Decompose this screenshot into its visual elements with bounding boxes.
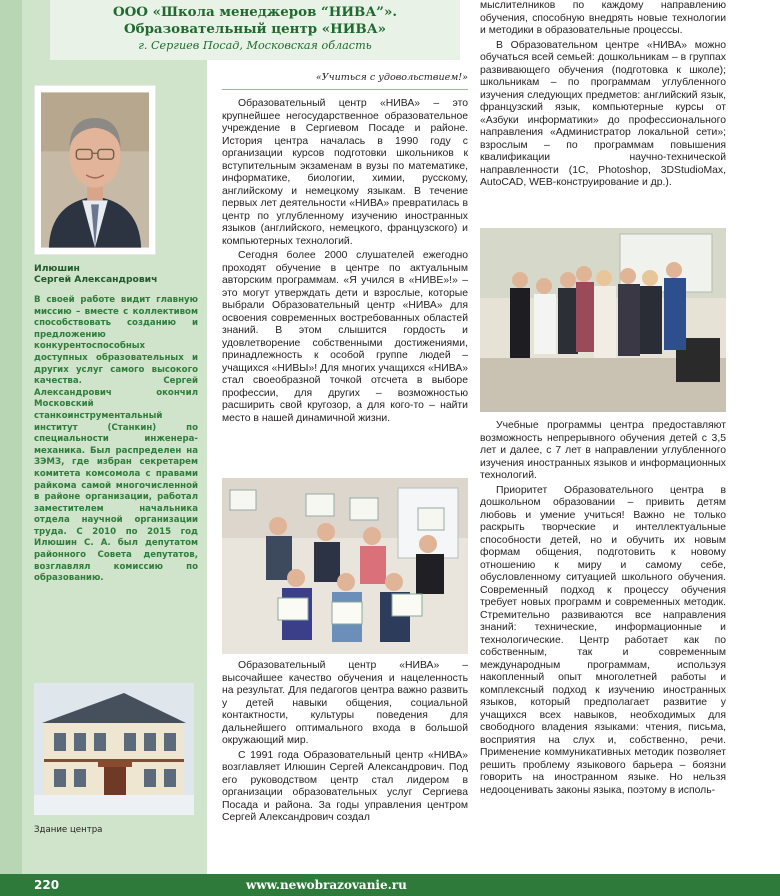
header-center: Образовательный центр «НИВА» [123, 21, 387, 37]
column-right-bottom [480, 420, 726, 799]
article-header [50, 0, 460, 60]
portrait-image [41, 92, 149, 248]
column-middle-bottom [222, 660, 468, 827]
column-right-top [480, 0, 726, 192]
footer-url[interactable]: www.newobrazovanie.ru [246, 878, 407, 892]
paragraph: В Образовательном центре «НИВА» можно обучаться всей семьей: дошкольникам – в группах развивающего обучения (подготовка к школе); школьникам – по программам углубленного изучения следующих предметов: английский язык, французский язык, компьютерные курсы от «Азбуки информатики» до профессионального направления «Администратор локальной сети»; взрослым – по программам повышения квалификации научно-технической направленности (1С, Photoshop, 3DStudioMax, AutoCAD, WEB-конструирование и др.). [480, 39, 726, 188]
paragraph: Приоритет Образовательного центра в дошкольном образовании – привить детям любовь и умение учиться! Важно не только раскрыть творческие и интеллектуальные способности детей, но и обучить их новым формам общения, подготовить к новому отношению к миру и самому себе, обусловленному ситуацией школьного обучения. Современный подход к процессу обучения требует новых программ и современных методик. Стремительно развиваются все направления знаний: технические, информационные и технологические. Центр работает как по собственным, так и современным международным программам, используя накопленный опыт многолетней работы и комплексный подход к изучению иностранных языков, который предполагает развитие у учащихся всех навыков, необходимых для свободного владения языками: чтения, письма, восприятия на слух и, собственно, речи. Применение коммуникативных методик позволяет решить проблему языкового барьера – боязни говорить на иностранном языке. Но нельзя недооценивать законы языка, поэтому в исполь- [480, 484, 726, 796]
paragraph: Образовательный центр «НИВА» – высочайшее качество обучения и нацеленность на результат. Для педагогов центра важно развить у детей навыки общения, социальной контактности, культуры поведения для дальнейшего оптимального входа в большой окружающий мир. [222, 660, 468, 746]
header-company: ООО «Школа менеджеров “НИВА”». [112, 4, 398, 20]
paragraph: Сегодня более 2000 слушателей ежегодно проходят обучение в центре по актуальным авторским программам. «Я учился в «НИВЕ»!» – это могут утверждать дети и взрослые, которые выбрали Образовательный центр «НИВА» для освоения современных востребованных областей знаний. В этом слышится гордость и удовлетворение собственными достижениями, принадлежность к особой группе людей – учащихся «НИВЫ»! Для многих учащихся «НИВА» стал своеобразной точкой отсчета в выборе профессии, для других – возможностью расширить свой кругозор, а для кого-то – найти место в нашей динамичной жизни. [222, 250, 468, 424]
staff-photo [480, 228, 726, 412]
slogan-divider [222, 89, 468, 90]
page-number: 220 [34, 878, 60, 892]
students-photo [222, 478, 468, 654]
person-name [34, 263, 194, 286]
building-photo [34, 683, 194, 815]
slogan: «Учиться с удовольствием!» [315, 72, 468, 83]
header-location: г. Сергиев Посад, Московская область [138, 39, 372, 52]
building-caption: Здание центра [34, 825, 103, 835]
paragraph: Учебные программы центра предоставляют возможность непрерывного обучения детей с 3,5 лет и далее, с 7 лет в направлении углубленного изучения иностранных языков и информационных технологий. [480, 420, 726, 481]
paragraph: Образовательный центр «НИВА» – это крупнейшее негосударственное образовательное учреждение в Сергиевом Посаде и районе. История центра началась в 1990 году с организации курсов подготовки школьников к вступительным экзаменам в вузы по математике, информатике, биологии, химии, русскому, английскому и немецкому языкам. В течение первых лет деятельности «НИВА» превратилась в центр по углубленному изучению иностранных языков (английского, немецкого, французского) и компьютерных технологий. [222, 98, 468, 247]
person-bio: В своей работе видит главную миссию – вместе с коллективом способствовать созданию и предложению конкурентоспособных доступных образовательных и других услуг самого высокого качества. Сергей Александрович окончил Московский станкоинструментальный институт (Станкин) по специальности инженера-механика. Был распределен на ЗЭМЗ, где избран секретарем комитета комсомола с правами райкома самой многочисленной в районе организации, работал заместителем начальника отдела научной организации труда. С 2010 по 2015 год Илюшин С. А. был депутатом районного Совета депутатов, возглавлял комиссию по образованию. [34, 295, 198, 584]
students-image [222, 478, 468, 654]
paragraph: мыслителников по каждому направлению обучения, способную внедрять новые технологии и методики в образовательные процессы. [480, 0, 726, 36]
director-portrait [34, 85, 156, 255]
sidebar-stripe [0, 0, 22, 874]
paragraph: С 1991 года Образовательный центр «НИВА» возглавляет Илюшин Сергей Александрович. Под его руководством центр стал лидером в организации образовательных услуг Сергиева Посада и района. За годы управления центром Сергей Александрович создал [222, 749, 468, 823]
column-middle-top [222, 98, 468, 427]
building-image [34, 683, 194, 815]
staff-image [480, 228, 726, 412]
person-given-names: Сергей Александрович [34, 274, 158, 286]
person-surname: Илюшин [34, 263, 80, 274]
